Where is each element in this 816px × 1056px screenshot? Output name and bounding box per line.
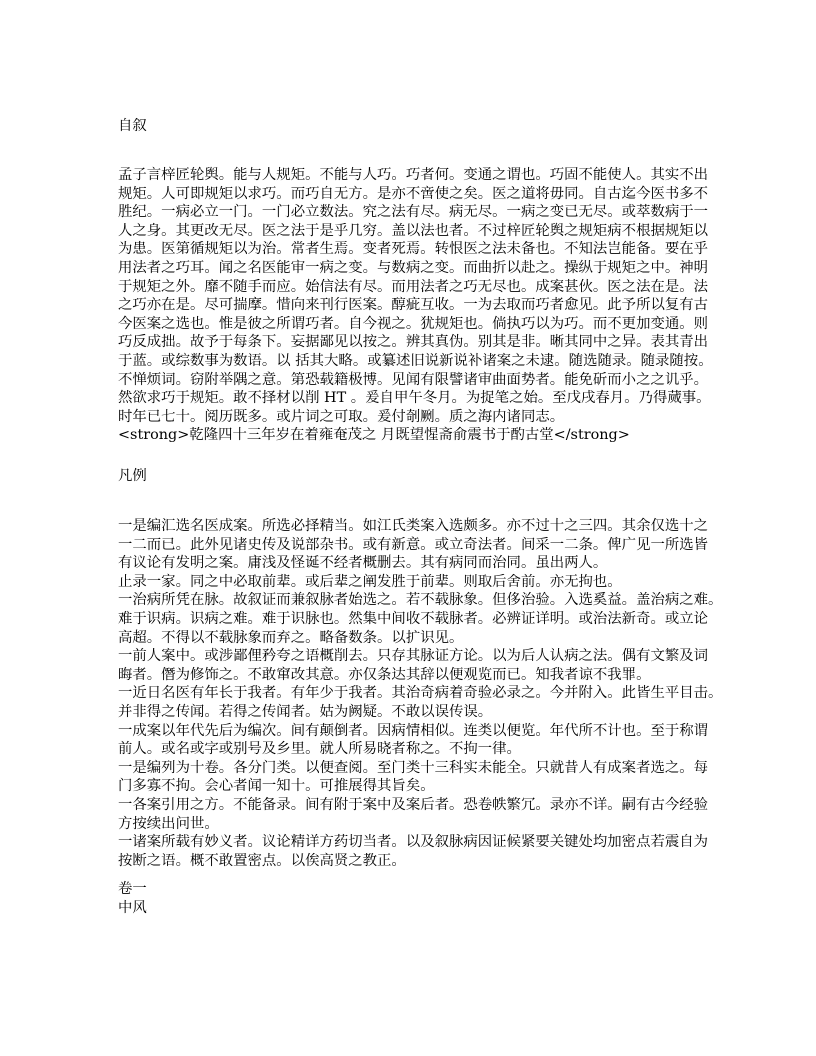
preface-line: 孟子言梓匠轮舆。能与人规矩。不能与人巧。巧者何。变通之谓也。巧固不能使人。其实不出	[118, 167, 709, 183]
conventions-line: 一前人案中。或涉鄙俚矜夸之语概削去。只存其脉证方论。以为后人认病之法。偶有文繁及词	[118, 648, 709, 665]
preface-line: 于规矩之外。靡不随手而应。始信法有尽。而用法者之巧无尽也。成案甚伙。医之法在是。法	[118, 278, 709, 295]
preface-line: 于蓝。或综数事为数语。以 括其大略。或纂述旧说新说补诸案之未逮。随选随录。随录随按。	[118, 352, 713, 369]
conventions-line: 晦者。僭为修饰之。不敢窜改其意。亦仅条达其辞以便观览而已。知我者谅不我罪。	[118, 666, 651, 683]
preface-line: 规矩。人可即规矩以求巧。而巧自无方。是亦不啻使之矣。医之道将毋同。自古迄今医书多不	[118, 185, 709, 202]
conventions-line: 按断之语。概不敢置密点。以俟高贤之教正。	[118, 852, 406, 869]
conventions-title: 凡例	[118, 468, 147, 484]
preface-body	[118, 166, 713, 445]
preface-line: 为患。医第循规矩以为治。常者生焉。变者死焉。转恨医之法未备也。不知法岂能备。要在乎	[118, 241, 709, 258]
conventions-line: 一是编列为十卷。各分门类。以便查阅。至门类十三科实未能全。只就昔人有成案者选之。每	[118, 759, 709, 776]
preface-line: 不惮烦词。窃附举隅之意。第恐载籍极博。见闻有限譬诸审曲面势者。能免斫而小之之讥乎。	[118, 371, 709, 388]
conventions-line: 难于识病。识病之难。难于识脉也。然集中间收不载脉者。必辨证详明。或治法新奇。或立论	[118, 610, 709, 627]
conventions-line: 一治病所凭在脉。故叙证而兼叙脉者始选之。若不载脉象。但侈治验。入选奚益。盖治病之难。	[118, 592, 723, 609]
preface-line: 巧反成拙。故予于每条下。妄据鄙见以按之。辨其真伪。别其是非。晰其同中之异。表其青出	[118, 334, 709, 351]
preface-line: 人之身。其更改无尽。医之法于是乎几穷。盖以法也者。不过梓匠轮舆之规矩病不根据规矩以	[118, 222, 709, 239]
preface-title: 自叙	[118, 118, 147, 134]
conventions-line: 一近日名医有年长于我者。有年少于我者。其治奇病着奇验必录之。今并附入。此皆生平目击。	[118, 685, 723, 702]
conventions-line: 门多寡不拘。会心者闻一知十。可推展得其旨矣。	[118, 778, 435, 795]
conventions-line: 一二而已。此外见诸史传及说部杂书。或有新意。或立奇法者。间采一二条。俾广见一所选皆	[118, 536, 709, 553]
conventions-body	[118, 517, 723, 870]
conventions-line: 一诸案所载有妙义者。议论精详方药切当者。以及叙脉病因证候紧要关键处均加密点若震自为	[118, 834, 709, 851]
preface-line: 然欲求巧于规矩。敢不择材以削 HT 。爰自甲午冬月。为捉笔之始。至戊戌春月。乃得蒇事。	[118, 390, 711, 407]
conventions-line: 高超。不得以不载脉象而弃之。略备数条。以扩识见。	[118, 629, 464, 646]
conventions-line: 止录一家。同之中必取前辈。或后辈之阐发胜于前辈。则取后舍前。亦无拘也。	[118, 573, 622, 590]
conventions-line: 一是编汇选名医成案。所选必择精当。如江氏类案入选颇多。亦不过十之三四。其余仅选十之	[118, 518, 709, 534]
volume-title: 卷一	[118, 881, 147, 897]
conventions-line: 前人。或名或字或别号及乡里。就人所易晓者称之。不拘一律。	[118, 741, 521, 758]
preface-line: 时年已七十。阅历既多。或片词之可取。爰付剞劂。质之海内诸同志。	[118, 408, 565, 425]
conventions-line: 方按续出问世。	[118, 815, 219, 832]
preface-line: 用法者之巧耳。闻之名医能审一病之变。与数病之变。而曲折以赴之。操纵于规矩之中。神明	[118, 259, 709, 276]
preface-line: 今医案之选也。惟是彼之所谓巧者。自今视之。犹规矩也。倘执巧以为巧。而不更加变通。则	[118, 315, 709, 332]
preface-line: 之巧亦在是。尽可揣摩。惜向来刊行医案。醇疵互收。一为去取而巧者愈见。此予所以复有古	[118, 297, 709, 314]
conventions-line: 并非得之传闻。若得之传闻者。姑为阙疑。不敢以误传误。	[118, 703, 493, 720]
preface-signature: <strong>乾隆四十三年岁在着雍奄茂之 月既望惺斋俞震书于酌古堂</strong>	[118, 427, 630, 444]
conventions-line: 一各案引用之方。不能备录。间有附于案中及案后者。恐卷帙繁冗。录亦不详。嗣有古今经验	[118, 796, 709, 813]
section-title: 中风	[118, 900, 147, 916]
conventions-line: 有议论有发明之案。庸浅及怪诞不经者概删去。其有病同而治同。虽出两人。	[118, 555, 608, 572]
preface-line: 胜纪。一病必立一门。一门必立数法。究之法有尽。病无尽。一病之变已无尽。或萃数病于一	[118, 204, 709, 221]
conventions-line: 一成案以年代先后为编次。间有颠倒者。因病情相似。连类以便览。年代所不计也。至于称谓	[118, 722, 709, 739]
